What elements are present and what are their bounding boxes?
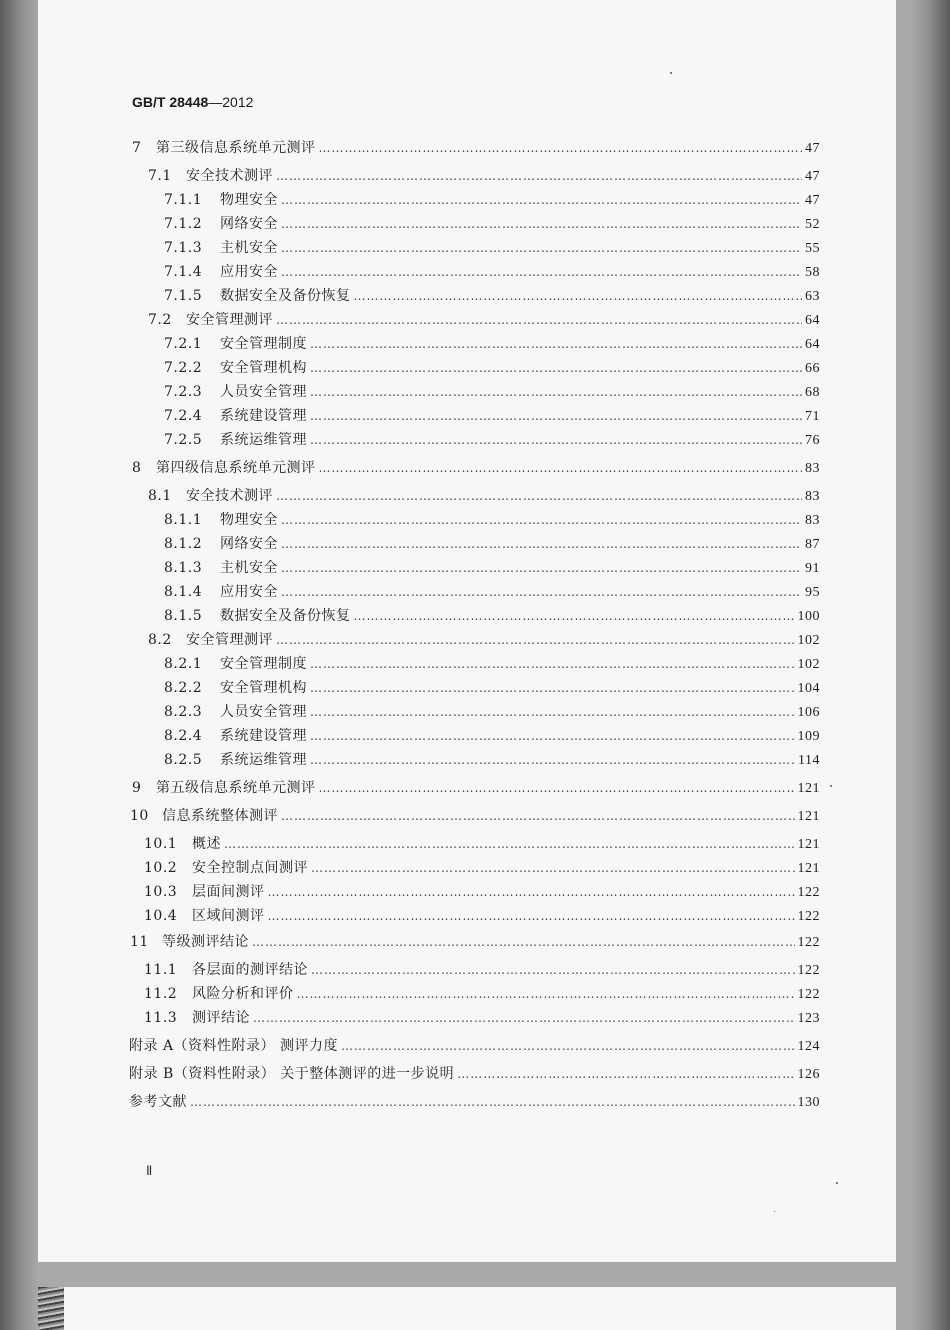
toc-dot-leader bbox=[310, 385, 802, 399]
toc-entry[interactable] bbox=[38, 381, 820, 401]
toc-entry-title: 风险分析和评价 bbox=[192, 986, 294, 1002]
toc-dot-leader bbox=[252, 935, 795, 949]
toc-dot-leader bbox=[224, 837, 795, 851]
toc-entry-title: 应用安全 bbox=[220, 264, 278, 280]
toc-dot-leader bbox=[281, 537, 802, 551]
toc-entry-page: 100 bbox=[797, 609, 820, 624]
toc-entry-number: 10.1 bbox=[144, 836, 178, 852]
toc-entry-number: 7.1 bbox=[148, 168, 172, 184]
toc-entry-page: 122 bbox=[797, 935, 820, 950]
toc-entry[interactable] bbox=[38, 581, 820, 601]
toc-entry-page: 109 bbox=[797, 729, 820, 744]
toc-entry-page: 83 bbox=[805, 461, 820, 476]
toc-entry-page: 76 bbox=[805, 433, 820, 448]
toc-entry-page: 55 bbox=[805, 241, 820, 256]
toc-dot-leader bbox=[354, 609, 795, 623]
toc-entry-title: 第三级信息系统单元测评 bbox=[156, 140, 316, 156]
scan-speck bbox=[670, 72, 672, 74]
toc-dot-leader bbox=[281, 513, 802, 527]
scan-speck bbox=[830, 785, 832, 787]
toc-dot-leader bbox=[276, 489, 802, 503]
toc-entry-page: 121 bbox=[797, 809, 820, 824]
toc-entry-title: 各层面的测评结论 bbox=[192, 962, 308, 978]
toc-entry[interactable] bbox=[38, 725, 820, 745]
toc-dot-leader bbox=[310, 337, 802, 351]
toc-dot-leader bbox=[281, 809, 795, 823]
toc-entry-number: 8.1.2 bbox=[164, 536, 203, 552]
toc-entry-title: 测评结论 bbox=[192, 1010, 250, 1026]
toc-entry-number: 7 bbox=[132, 140, 142, 156]
toc-entry[interactable] bbox=[38, 213, 820, 233]
toc-entry[interactable] bbox=[38, 653, 820, 673]
toc-entry-page: 121 bbox=[797, 837, 820, 852]
toc-entry-page: 123 bbox=[797, 1011, 820, 1026]
toc-entry-number: 10.2 bbox=[144, 860, 178, 876]
toc-entry-number: 10.4 bbox=[144, 908, 178, 924]
toc-entry-page: 102 bbox=[797, 657, 820, 672]
toc-dot-leader bbox=[310, 409, 802, 423]
toc-entry-page: 83 bbox=[805, 489, 820, 504]
toc-entry-title: 等级测评结论 bbox=[162, 934, 249, 950]
toc-dot-leader bbox=[276, 313, 802, 327]
toc-entry-page: 47 bbox=[805, 193, 820, 208]
toc-entry-title: 参考文献 bbox=[129, 1094, 187, 1110]
toc-entry-title: 系统建设管理 bbox=[220, 408, 307, 424]
toc-entry-number: 7.1.2 bbox=[164, 216, 203, 232]
toc-entry[interactable] bbox=[38, 1063, 820, 1083]
toc-entry-title: 安全控制点间测评 bbox=[192, 860, 308, 876]
toc-entry-title: 系统运维管理 bbox=[220, 432, 307, 448]
toc-entry-number: 7.1.5 bbox=[164, 288, 203, 304]
toc-entry-title: 安全技术测评 bbox=[186, 488, 273, 504]
toc-entry-title: 安全管理制度 bbox=[220, 336, 307, 352]
toc-entry-page: 126 bbox=[797, 1067, 820, 1082]
toc-entry[interactable] bbox=[38, 137, 820, 157]
toc-entry-title: 第四级信息系统单元测评 bbox=[156, 460, 316, 476]
toc-entry-number: 8.1.1 bbox=[164, 512, 203, 528]
toc-entry-page: 104 bbox=[797, 681, 820, 696]
toc-entry-page: 66 bbox=[805, 361, 820, 376]
toc-entry-number: 8.1.4 bbox=[164, 584, 203, 600]
toc-entry-title: 应用安全 bbox=[220, 584, 278, 600]
toc-dot-leader bbox=[276, 633, 795, 647]
toc-entry-number: 8.2.5 bbox=[164, 752, 203, 768]
toc-entry-page: 121 bbox=[797, 781, 820, 796]
toc-entry[interactable] bbox=[38, 285, 820, 305]
toc-entry-number: 11.3 bbox=[144, 1010, 178, 1026]
toc-entry[interactable] bbox=[38, 405, 820, 425]
toc-entry-title: 安全技术测评 bbox=[186, 168, 273, 184]
toc-entry-page: 63 bbox=[805, 289, 820, 304]
toc-entry-number: 7.2 bbox=[148, 312, 172, 328]
toc-entry-title: 人员安全管理 bbox=[220, 384, 307, 400]
toc-dot-leader bbox=[281, 241, 802, 255]
toc-entry-number: 7.1.4 bbox=[164, 264, 203, 280]
standard-code: GB/T 28448 bbox=[132, 94, 209, 110]
toc-entry-page: 124 bbox=[797, 1039, 820, 1054]
toc-entry-number: 8.2.4 bbox=[164, 728, 203, 744]
toc-entry-page: 121 bbox=[797, 861, 820, 876]
toc-entry-title: 主机安全 bbox=[220, 560, 278, 576]
toc-entry-title: 附录 B（资料性附录） 关于整体测评的进一步说明 bbox=[129, 1066, 455, 1082]
toc-entry-page: 83 bbox=[805, 513, 820, 528]
toc-entry[interactable] bbox=[38, 309, 820, 329]
toc-dot-leader bbox=[281, 561, 802, 575]
toc-entry-number: 8.2.1 bbox=[164, 656, 203, 672]
toc-entry[interactable] bbox=[38, 629, 820, 649]
toc-entry[interactable] bbox=[38, 429, 820, 449]
toc-entry[interactable] bbox=[38, 677, 820, 697]
toc-dot-leader bbox=[341, 1039, 794, 1053]
toc-entry-page: 52 bbox=[805, 217, 820, 232]
toc-entry-title: 区域间测评 bbox=[192, 908, 265, 924]
toc-entry-number: 7.1.1 bbox=[164, 192, 203, 208]
toc-entry[interactable] bbox=[38, 833, 820, 853]
toc-dot-leader bbox=[281, 265, 802, 279]
toc-entry-number: 11.2 bbox=[144, 986, 178, 1002]
toc-dot-leader bbox=[310, 705, 795, 719]
toc-entry-title: 人员安全管理 bbox=[220, 704, 307, 720]
scan-speck bbox=[774, 1211, 775, 1212]
toc-entry[interactable] bbox=[38, 333, 820, 353]
toc-dot-leader bbox=[310, 681, 795, 695]
toc-entry-title: 安全管理机构 bbox=[220, 360, 307, 376]
toc-dot-leader bbox=[457, 1067, 794, 1081]
toc-entry-number: 11 bbox=[130, 934, 149, 950]
toc-entry-title: 物理安全 bbox=[220, 192, 278, 208]
toc-entry-page: 64 bbox=[805, 313, 820, 328]
toc-entry[interactable] bbox=[38, 905, 820, 925]
toc-dot-leader bbox=[253, 1011, 795, 1025]
toc-entry-page: 114 bbox=[798, 753, 820, 768]
toc-dot-leader bbox=[268, 885, 795, 899]
toc-entry-title: 安全管理机构 bbox=[220, 680, 307, 696]
toc-entry-page: 91 bbox=[805, 561, 820, 576]
toc-entry-title: 物理安全 bbox=[220, 512, 278, 528]
toc-entry-title: 主机安全 bbox=[220, 240, 278, 256]
toc-entry[interactable] bbox=[38, 959, 820, 979]
toc-dot-leader bbox=[281, 193, 802, 207]
toc-entry-number: 9 bbox=[132, 780, 142, 796]
toc-entry-number: 10 bbox=[130, 808, 149, 824]
toc-entry-page: 95 bbox=[805, 585, 820, 600]
toc-entry-page: 58 bbox=[805, 265, 820, 280]
toc-entry[interactable] bbox=[38, 533, 820, 553]
toc-entry[interactable] bbox=[38, 1007, 820, 1027]
toc-entry-number: 8.1.5 bbox=[164, 608, 203, 624]
toc-entry-page: 106 bbox=[797, 705, 820, 720]
toc-entry-title: 安全管理制度 bbox=[220, 656, 307, 672]
toc-entry-title: 数据安全及备份恢复 bbox=[220, 288, 351, 304]
toc-entry-page: 87 bbox=[805, 537, 820, 552]
toc-entry-number: 7.2.2 bbox=[164, 360, 203, 376]
toc-entry-number: 7.2.5 bbox=[164, 432, 203, 448]
toc-entry[interactable] bbox=[38, 165, 820, 185]
toc-entry-page: 47 bbox=[805, 169, 820, 184]
toc-entry-page: 122 bbox=[797, 963, 820, 978]
toc-entry-page: 122 bbox=[797, 987, 820, 1002]
toc-entry-title: 系统建设管理 bbox=[220, 728, 307, 744]
toc-entry[interactable] bbox=[38, 749, 820, 769]
toc-entry-number: 7.1.3 bbox=[164, 240, 203, 256]
toc-entry-number: 8.1 bbox=[148, 488, 172, 504]
toc-entry[interactable] bbox=[38, 857, 820, 877]
toc-entry-title: 网络安全 bbox=[220, 216, 278, 232]
toc-entry[interactable] bbox=[38, 1091, 820, 1111]
toc-entry[interactable] bbox=[38, 485, 820, 505]
toc-entry-page: 68 bbox=[805, 385, 820, 400]
table-of-contents bbox=[38, 0, 896, 1262]
toc-entry-title: 概述 bbox=[192, 836, 221, 852]
toc-entry-title: 网络安全 bbox=[220, 536, 278, 552]
toc-dot-leader bbox=[310, 361, 802, 375]
toc-dot-leader bbox=[276, 169, 802, 183]
toc-entry-number: 7.2.1 bbox=[164, 336, 203, 352]
toc-entry-number: 7.2.3 bbox=[164, 384, 203, 400]
toc-dot-leader bbox=[268, 909, 795, 923]
toc-entry[interactable] bbox=[38, 983, 820, 1003]
toc-entry-page: 122 bbox=[797, 885, 820, 900]
toc-entry[interactable] bbox=[38, 931, 820, 951]
toc-dot-leader bbox=[310, 729, 795, 743]
toc-entry[interactable] bbox=[38, 881, 820, 901]
toc-dot-leader bbox=[311, 963, 795, 977]
toc-dot-leader bbox=[319, 461, 803, 475]
toc-entry-page: 71 bbox=[805, 409, 820, 424]
toc-entry-number: 8.2.2 bbox=[164, 680, 203, 696]
toc-entry-title: 数据安全及备份恢复 bbox=[220, 608, 351, 624]
toc-entry-number: 8 bbox=[132, 460, 142, 476]
toc-dot-leader bbox=[354, 289, 803, 303]
toc-entry-number: 8.1.3 bbox=[164, 560, 203, 576]
toc-entry[interactable] bbox=[38, 261, 820, 281]
toc-dot-leader bbox=[281, 585, 802, 599]
toc-entry-page: 47 bbox=[805, 141, 820, 156]
toc-entry[interactable] bbox=[38, 605, 820, 625]
toc-entry[interactable] bbox=[38, 805, 820, 825]
toc-entry-number: 11.1 bbox=[144, 962, 178, 978]
toc-entry-title: 安全管理测评 bbox=[186, 632, 273, 648]
toc-entry-title: 信息系统整体测评 bbox=[162, 808, 278, 824]
toc-entry[interactable] bbox=[38, 557, 820, 577]
toc-entry[interactable] bbox=[38, 701, 820, 721]
toc-entry[interactable] bbox=[38, 1035, 820, 1055]
page-number-footer: Ⅱ bbox=[146, 1163, 153, 1178]
toc-entry[interactable] bbox=[38, 509, 820, 529]
toc-entry[interactable] bbox=[38, 237, 820, 257]
toc-dot-leader bbox=[297, 987, 795, 1001]
toc-dot-leader bbox=[310, 657, 795, 671]
toc-entry-title: 安全管理测评 bbox=[186, 312, 273, 328]
toc-entry-number: 7.2.4 bbox=[164, 408, 203, 424]
next-page-edge bbox=[38, 1287, 896, 1330]
toc-entry-title: 第五级信息系统单元测评 bbox=[156, 780, 316, 796]
scan-speck bbox=[836, 1182, 838, 1184]
standard-year: —2012 bbox=[208, 94, 254, 110]
scan-smudge bbox=[38, 1287, 64, 1330]
toc-dot-leader bbox=[311, 861, 795, 875]
toc-dot-leader bbox=[319, 141, 803, 155]
toc-entry[interactable] bbox=[38, 457, 820, 477]
toc-dot-leader bbox=[281, 217, 802, 231]
toc-entry-number: 8.2 bbox=[148, 632, 172, 648]
toc-dot-leader bbox=[310, 753, 795, 767]
toc-entry-number: 10.3 bbox=[144, 884, 178, 900]
toc-entry-page: 64 bbox=[805, 337, 820, 352]
toc-entry[interactable] bbox=[38, 777, 820, 797]
toc-entry-page: 122 bbox=[797, 909, 820, 924]
toc-entry-title: 系统运维管理 bbox=[220, 752, 307, 768]
toc-dot-leader bbox=[190, 1095, 795, 1109]
toc-dot-leader bbox=[310, 433, 802, 447]
document-page bbox=[38, 0, 896, 1262]
toc-entry-page: 102 bbox=[797, 633, 820, 648]
toc-entry-title: 附录 A（资料性附录） 测评力度 bbox=[129, 1038, 339, 1054]
toc-entry[interactable] bbox=[38, 189, 820, 209]
toc-entry-number: 8.2.3 bbox=[164, 704, 203, 720]
toc-entry-title: 层面间测评 bbox=[192, 884, 265, 900]
toc-entry[interactable] bbox=[38, 357, 820, 377]
toc-entry-page: 130 bbox=[797, 1095, 820, 1110]
toc-dot-leader bbox=[319, 781, 795, 795]
